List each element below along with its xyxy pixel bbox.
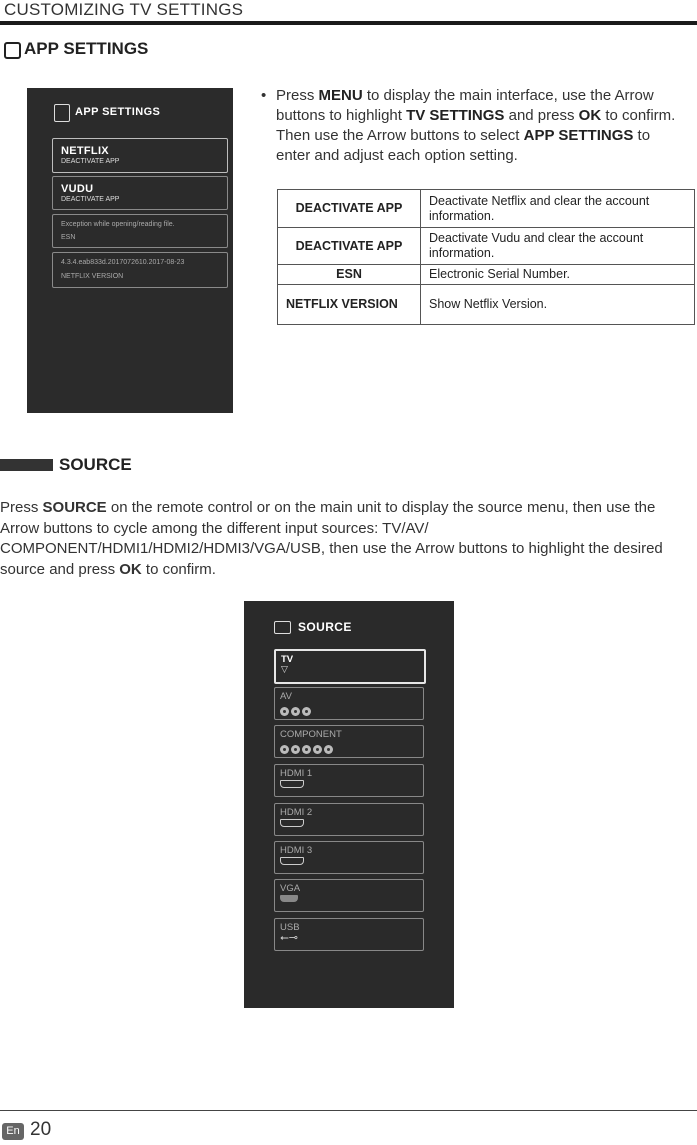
- menu-item-name: VUDU: [61, 183, 94, 195]
- app-settings-instructions: Press MENU to display the main interface, use the Arrow buttons to highlight TV SETTINGS and press OK to confirm. Then use the Arrow buttons to select APP SETTINGS to enter and adjust each option setting.: [276, 87, 676, 164]
- hdmi-port-icon: [280, 857, 304, 865]
- source-item-av: [274, 687, 424, 720]
- menu-item-line2: NETFLIX VERSION: [61, 273, 124, 280]
- table-cell-option: DEACTIVATE APP: [278, 190, 421, 228]
- bullet-mark: •: [261, 87, 267, 104]
- header-divider: [0, 21, 697, 25]
- table-row: [278, 190, 695, 228]
- source-item-label: USB: [280, 922, 300, 933]
- app-settings-table: [277, 189, 695, 325]
- source-item-component: [274, 725, 424, 758]
- table-row: [278, 285, 695, 325]
- source-item-label: HDMI 1: [280, 768, 313, 779]
- table-cell-desc: Electronic Serial Number.: [421, 265, 695, 285]
- menu-item-line1: Exception while opening/reading file.: [61, 221, 175, 228]
- source-item-label: HDMI 2: [280, 807, 313, 818]
- source-screenshot: [244, 601, 454, 1008]
- table-cell-desc: Deactivate Netflix and clear the account information.: [421, 190, 695, 228]
- table-cell-desc: Show Netflix Version.: [421, 285, 695, 325]
- tv-icon: [274, 621, 291, 634]
- source-heading-bar: [0, 459, 53, 471]
- vga-port-icon: [280, 895, 298, 902]
- table-cell-option: ESN: [278, 265, 421, 285]
- component-ports-icon: [280, 741, 335, 759]
- menu-item-netflix-version: [52, 252, 228, 288]
- source-heading: SOURCE: [59, 455, 132, 474]
- page-number: 20: [30, 1119, 52, 1140]
- source-item-label: VGA: [280, 883, 301, 894]
- menu-item-sub: DEACTIVATE APP: [61, 158, 120, 165]
- hdmi-port-icon: [280, 819, 304, 827]
- menu-item-sub: DEACTIVATE APP: [61, 196, 120, 203]
- table-cell-option: NETFLIX VERSION: [278, 285, 421, 325]
- hdmi-port-icon: [280, 780, 304, 788]
- page-header-title: CUSTOMIZING TV SETTINGS: [4, 0, 244, 19]
- table-row: [278, 228, 695, 265]
- av-ports-icon: [280, 703, 313, 721]
- source-item-usb: [274, 918, 424, 951]
- table-cell-desc: Deactivate Vudu and clear the account information.: [421, 228, 695, 265]
- source-item-label: TV: [281, 654, 294, 665]
- source-screen-title: SOURCE: [298, 620, 352, 634]
- source-instructions: Press SOURCE on the remote control or on the main unit to display the source menu, then use the Arrow buttons to cycle among the different input sources: TV/AV/ COMPONENT/HDMI1/HDMI2/HDMI3/VGA/USB, then use the Arrow buttons to highlight the desired source and press OK to confirm.: [0, 499, 663, 578]
- menu-item-esn: [52, 214, 228, 248]
- source-item-vga: [274, 879, 424, 912]
- menu-item-name: NETFLIX: [61, 145, 109, 157]
- app-settings-heading: APP SETTINGS: [24, 39, 149, 58]
- table-cell-option: DEACTIVATE APP: [278, 228, 421, 265]
- table-row: [278, 265, 695, 285]
- app-settings-screen-icon: [54, 104, 70, 122]
- source-item-tv: [274, 649, 426, 684]
- language-badge: En: [2, 1123, 24, 1140]
- menu-item-netflix: [52, 138, 228, 173]
- source-item-label: HDMI 3: [280, 845, 313, 856]
- menu-item-line1: 4.3.4.eab833d.2017072610.2017-08-23: [61, 259, 185, 266]
- source-item-hdmi3: [274, 841, 424, 874]
- footer-divider: [0, 1110, 697, 1111]
- menu-item-line2: ESN: [61, 234, 76, 241]
- source-item-hdmi1: [274, 764, 424, 797]
- source-item-label: AV: [280, 691, 292, 702]
- app-settings-icon: [4, 42, 21, 59]
- source-item-hdmi2: [274, 803, 424, 836]
- antenna-icon: ▽: [281, 664, 288, 674]
- app-settings-screenshot: [27, 88, 233, 413]
- source-item-label: COMPONENT: [280, 729, 342, 740]
- usb-icon: ⭠⊸: [280, 932, 299, 944]
- app-settings-screen-title: APP SETTINGS: [75, 106, 161, 118]
- menu-item-vudu: [52, 176, 228, 210]
